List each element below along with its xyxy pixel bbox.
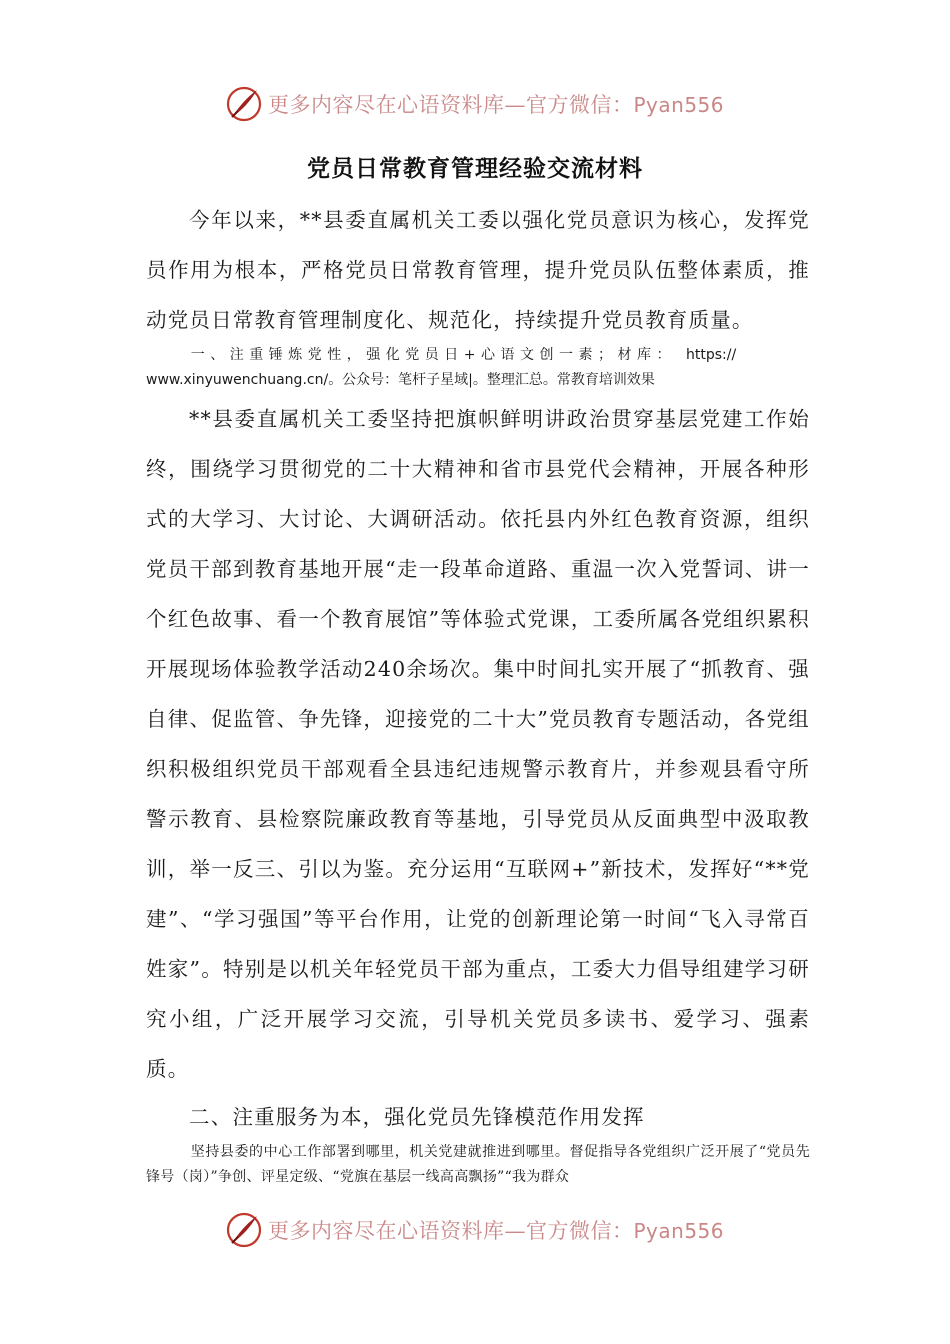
quill-logo-icon [224,84,264,124]
section-one-paragraph: **县委直属机关工委坚持把旗帜鲜明讲政治贯穿基层党建工作始终，围绕学习贯彻党的二十大精神和省市县党代会精神，开展各种形式的大学习、大讨论、大调研活动。依托县内外红色教育资源，组织党员干部到教育基地开展“走一段革命道路、重温一次入党誓词、讲一个红色故事、看一个教育展馆”等体验式党课，工委所属各党组织累积开展现场体验教学活动240余场次。集中时间扎实开展了“抓教育、强自律、促监管、争先锋，迎接党的二十大”党员教育专题活动，各党组织积极组织党员干部观看全县违纪违规警示教育片，并参观县看守所警示教育、县检察院廉政教育等基地，引导党员从反面典型中汲取教训，举一反三、引以为鉴。充分运用“互联网+”新技术，发挥好“**党建”、“学习强国”等平台作用，让党的创新理论第一时间“飞入寻常百姓家”。特别是以机关年轻党员干部为重点，工委大力倡导组建学习研究小组，广泛开展学习交流，引导机关党员多读书、爱学习、强素质。 [146,407,810,1081]
quill-logo-icon [224,1210,264,1250]
watermark-banner-bottom [224,1208,744,1252]
watermark-text: 更多内容尽在心语资料库—官方微信：Pyan556 [268,1219,725,1243]
section-one-heading-mixed: 一、注重锤炼党性，强化党员日+心语文创一素；材库： https:// www.xinyuwenchuang.cn/。公众号：笔杆子星域|。整理汇总。常教育培训效果 [146,347,737,388]
document-title: 党员日常教育管理经验交流材料 [307,155,643,182]
section-two-heading: 二、注重服务为本，强化党员先锋模范作用发挥 [189,1105,645,1129]
section-two-paragraph: 坚持县委的中心工作部署到哪里，机关党建就推进到哪里。督促指导各党组织广泛开展了“党员先锋号（岗）”争创、评星定级、“党旗在基层一线高高飘扬”“我为群众 [146,1144,810,1185]
watermark-text: 更多内容尽在心语资料库—官方微信：Pyan556 [268,93,725,117]
watermark-banner-top [224,82,744,126]
intro-paragraph: 今年以来，**县委直属机关工委以强化党员意识为核心，发挥党员作用为根本，严格党员日常教育管理，提升党员队伍整体素质，推动党员日常教育管理制度化、规范化，持续提升党员教育质量。 [146,208,810,332]
